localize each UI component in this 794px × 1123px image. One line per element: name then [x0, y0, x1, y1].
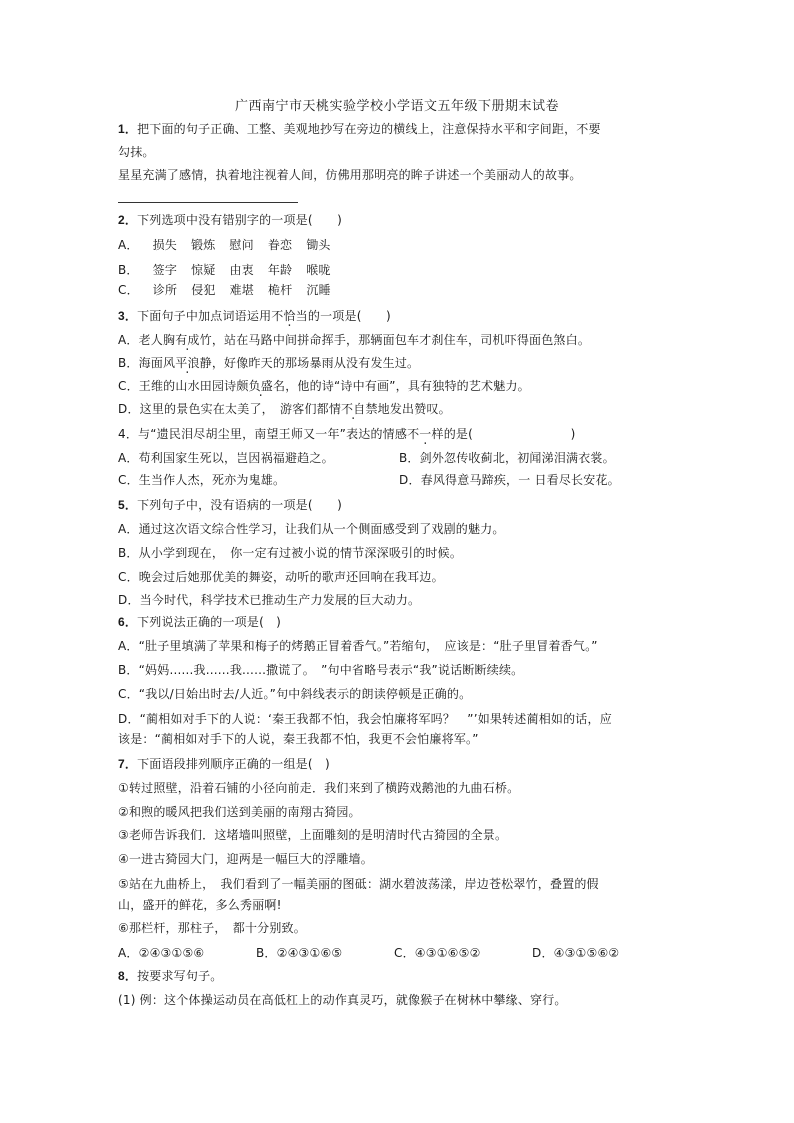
- q7-option-a[interactable]: A．②④③①⑤⑥: [118, 946, 205, 960]
- q1-prompt: [118, 121, 601, 137]
- q5-option-b[interactable]: B．从小学到现在， 你一定有过被小说的情节深深吸引的时候。: [118, 546, 463, 560]
- q6-option-c[interactable]: C．“我以/日始出时去/人近。”句中斜线表示的朗读停顿是正确的。: [118, 687, 472, 701]
- q7-sentence-3: ③老师告诉我们．这堵墙叫照壁，上面雕刻的是明清时代古猗园的全景。: [118, 828, 508, 842]
- q4-option-c[interactable]: C．生当作人杰，死亦为鬼雄。: [118, 473, 286, 487]
- q5-number: 5．: [118, 498, 138, 512]
- q8-prompt: 8．按要求写句子。: [118, 969, 223, 983]
- q3-number: 3．: [118, 309, 138, 323]
- q7-option-c[interactable]: C．④③①⑥⑤②: [394, 946, 481, 960]
- q7-sentence-5-cont: 山，盛开的鲜花，多么秀丽啊!: [118, 898, 282, 912]
- q7-option-d[interactable]: D．④③①⑤⑥②: [532, 946, 620, 960]
- q3-d-dotted-word: 情不自禁: [328, 402, 378, 416]
- q3-dotted-word: 不恰当: [271, 309, 308, 323]
- q4-option-a[interactable]: A．苟利国家生死以，岂因祸福避趋之。: [118, 451, 334, 465]
- q3-b-dotted-word: 风平浪静: [163, 356, 212, 370]
- q7-prompt: 7．下面语段排列顺序正确的一组是( ): [118, 757, 330, 771]
- q6-option-d[interactable]: D．“蔺相如对手下的人说：‘秦王我都不怕，我会怕廉将军吗？ ”’如果转述蔺相如的话，应: [118, 712, 612, 726]
- q6-number: 6．: [118, 615, 138, 629]
- q7-sentence-4: ④一进古猗园大门，迎两是一幅巨大的浮雕墙。: [118, 852, 373, 866]
- q3-option-c[interactable]: C．王维的山水田园诗颇负盛名，他的诗“诗中有画”，具有独特的艺术魅力。: [118, 379, 530, 393]
- q2-number: 2．: [118, 213, 138, 227]
- q7-sentence-5: ⑤站在九曲桥上， 我们看到了一幅美丽的图砥：湖水碧波荡漾，岸边苍松翠竹，叠置的假: [118, 877, 599, 891]
- q5-option-c[interactable]: C．晚会过后她那优美的舞姿，动听的歌声还回响在我耳边。: [118, 570, 444, 584]
- q5-prompt: 5．下列句子中，没有语病的一项是( ): [118, 498, 343, 512]
- q6-option-d-cont: 该是：“蔺相如对手下的人说，秦王我都不怕，我更不会怕廉将军。”: [118, 732, 479, 746]
- q6-option-b[interactable]: B．“妈妈......我......我......撒谎了。 ”句中省略号表示“我”说话断断续续。: [118, 663, 524, 677]
- q3-c-dotted-word: 颇负盛名: [236, 379, 286, 393]
- q7-number: 7．: [118, 757, 138, 771]
- q7-sentence-6: ⑥那栏杆，那柱子， 都十分别致。: [118, 921, 306, 935]
- q2-option-b[interactable]: B． 签字 惊疑 由衷 年龄 喉咙: [118, 263, 331, 277]
- q2-text: 下列选项中没有错别字的一项是( ): [137, 213, 343, 227]
- q6-option-a[interactable]: A．“肚子里填满了苹果和梅子的烤鹅正冒着香气。”若缩句， 应该是：“肚子里冒着香气。”: [118, 639, 598, 653]
- q3-a-dotted-word: 胸有成竹: [163, 333, 212, 347]
- q3-option-a[interactable]: A．老人胸有成竹，站在马路中间拼命挥手，那辆面包车才刹住车，司机吓得面色煞白。: [118, 333, 591, 347]
- q8-sub1: (1) 例：这个体操运动员在高低杠上的动作真灵巧，就像猴子在树林中攀缘、穿行。: [118, 993, 567, 1007]
- q6-prompt: 6．下列说法正确的一项是( ): [118, 615, 282, 629]
- q7-option-b[interactable]: B．②④③①⑥⑤: [256, 946, 343, 960]
- page-title: 广西南宁市天桃实验学校小学语文五年级下册期末试卷: [234, 99, 559, 114]
- q4-option-b[interactable]: B．剑外忽传收蓟北，初闻涕泪满衣裳。: [399, 451, 615, 465]
- q7-sentence-1: ①转过照壁，沿着石铺的小径向前走．我们来到了横跨戏鹅池的九曲石桥。: [118, 781, 520, 795]
- q4-option-d[interactable]: D．春风得意马蹄疾，一 日看尽长安花。: [399, 473, 620, 487]
- q5-option-d[interactable]: D．当今时代，科学技术已推动生产力发展的巨大动力。: [118, 593, 421, 607]
- q1-number: 1．: [118, 122, 138, 136]
- q3-prompt: 3．下面句子中加点词语运用不恰当的一项是( ): [118, 309, 391, 323]
- q2-prompt: [118, 212, 342, 228]
- q4-prompt: 4．与“遗民泪尽胡尘里，南望王师又一年”表达的情感不一样的是( ): [118, 427, 576, 441]
- q1-answer-line[interactable]: [118, 202, 298, 203]
- q3-option-b[interactable]: B．海面风平浪静，好像昨天的那场暴雨从没有发生过。: [118, 356, 420, 370]
- q2-option-a[interactable]: A． 损失 锻炼 慰问 眷恋 锄头: [118, 238, 331, 252]
- q8-number: 8．: [118, 969, 138, 983]
- q2-option-c[interactable]: C． 诊所 侵犯 难堪 桅杆 沉睡: [118, 283, 331, 297]
- q7-options: [118, 945, 619, 961]
- q7-sentence-2: ②和煦的暖风把我们送到美丽的南翔古猗园。: [118, 805, 361, 819]
- q4-dotted-word: 不一样: [407, 427, 444, 441]
- q1-sentence: 星星充满了感情，执着地注视着人间，仿佛用那明亮的眸子讲述一个美丽动人的故事。: [118, 168, 582, 182]
- q5-option-a[interactable]: A．通过这次语文综合性学习，让我们从一个侧面感受到了戏剧的魅力。: [118, 522, 505, 536]
- q4-number: 4．: [118, 427, 139, 441]
- q1-prompt-cont: 勾抹。: [118, 145, 155, 159]
- q3-option-d[interactable]: D．这里的景色实在太美了， 游客们都情不自禁地发出赞叹。: [118, 402, 451, 416]
- q1-text: 把下面的句子正确、工整、美观地抄写在旁边的横线上，注意保持水平和字间距，不要: [137, 122, 601, 136]
